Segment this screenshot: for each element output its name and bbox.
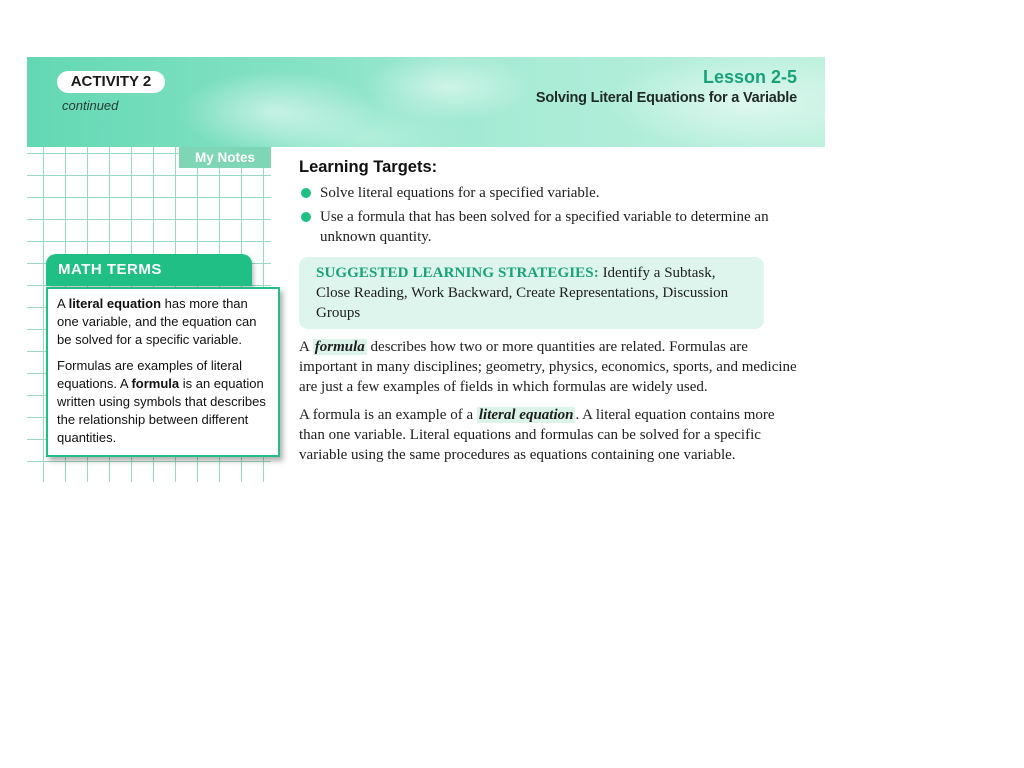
math-terms-definition-1: A literal equation has more than one variable, and the equation can be solved for a specific variable. (57, 296, 257, 347)
lesson-title: Solving Literal Equations for a Variable (535, 90, 797, 106)
learning-targets-title: Learning Targets: (299, 158, 438, 176)
math-terms-box (46, 287, 280, 457)
bullet-dot-icon (301, 188, 311, 198)
vocab-literal-equation: literal equation (478, 407, 574, 423)
lesson-content (299, 158, 799, 473)
learning-target-item: Solve literal equations for a specified variable. (299, 183, 799, 203)
math-terms-title: MATH TERMS (58, 261, 162, 278)
vocab-formula: formula (314, 339, 365, 355)
textbook-page (27, 57, 825, 482)
lesson-number: Lesson 2-5 (702, 67, 797, 87)
term-literal-equation: literal equation (68, 296, 162, 311)
continued-label: continued (62, 98, 119, 113)
learning-target-item: Use a formula that has been solved for a specified variable to determine an unknown quantity. (299, 207, 799, 247)
activity-badge: ACTIVITY 2 (57, 71, 165, 93)
header-banner (27, 57, 825, 147)
learning-targets-list (299, 183, 799, 247)
bullet-dot-icon (301, 212, 311, 222)
math-terms-definition-2: Formulas are examples of literal equations. A formula is an equation written using symbols that describes the relationship between different quantities. (57, 358, 266, 445)
strategies-text: Identify a Subtask, Close Reading, Work Backward, Create Representations, Discussion Groups (316, 265, 729, 321)
paragraph-formula: A formula describes how two or more quantities are related. Formulas are important in many disciplines; geometry, physics, economics, sports, and medicine are just a few examples of fields in which formulas are widely used. (299, 339, 797, 395)
math-terms-header (46, 254, 252, 286)
my-notes-label: My Notes (179, 147, 271, 168)
paragraph-literal-equation: A formula is an example of a literal equation . A literal equation contains more than one variable. Literal equations and formulas can be solved for a specific variable using the same procedures as equations containing one variable. (299, 407, 775, 463)
strategies-label: SUGGESTED LEARNING STRATEGIES: (316, 265, 599, 281)
learning-strategies-box (299, 257, 764, 329)
term-formula: formula (131, 376, 180, 391)
